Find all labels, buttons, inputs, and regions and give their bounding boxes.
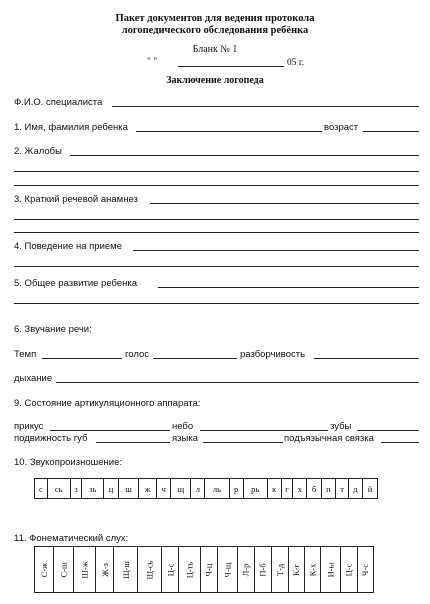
phonemic-pair-label: Л-р	[240, 563, 251, 576]
form-title-line1: Пакет документов для ведения протокола	[115, 13, 315, 24]
voice-label: голос	[125, 349, 150, 360]
date-quotes: " "	[147, 57, 158, 67]
sound-cell[interactable]: к	[267, 479, 281, 499]
bite-field[interactable]	[50, 430, 170, 431]
teeth-field[interactable]	[357, 430, 419, 431]
age-label: возраст	[324, 122, 359, 133]
phonemic-cell[interactable]	[254, 547, 272, 593]
development-label: 5. Общее развитие ребенка	[14, 278, 138, 289]
phonemic-pair-label: Ш-ж	[79, 560, 90, 579]
phonemic-cell[interactable]	[321, 547, 340, 593]
palate-label: небо	[172, 421, 194, 432]
phonemic-cell[interactable]	[340, 547, 357, 593]
sound-cell[interactable]: л	[191, 479, 205, 499]
sound-cell[interactable]: с	[35, 479, 48, 499]
sound-cell[interactable]: сь	[47, 479, 70, 499]
child-name-field[interactable]	[136, 131, 322, 132]
intelligibility-field[interactable]	[314, 358, 419, 359]
phonemic-pair-label: Ц-с	[343, 563, 354, 576]
palate-field[interactable]	[200, 430, 328, 431]
form-number: Бланк № 1	[192, 44, 238, 55]
phonemic-pair-label: Щ-сь	[144, 559, 155, 580]
teeth-label: зубы	[330, 421, 352, 432]
sound-cell[interactable]: д	[348, 479, 362, 499]
behavior-field[interactable]	[133, 250, 419, 251]
lips-field[interactable]	[96, 442, 170, 443]
anamnesis-line-3[interactable]	[14, 232, 419, 233]
phonemic-cell[interactable]	[272, 547, 288, 593]
complaints-field[interactable]	[70, 155, 419, 156]
phonemic-pair-label: Ч-щ	[222, 562, 233, 577]
breathing-field[interactable]	[56, 382, 419, 383]
intelligibility-label: разборчивость	[240, 349, 306, 360]
speech-sound-label: 6. Звучание речи:	[14, 324, 92, 335]
phonemic-pair-label: П-б	[257, 562, 268, 577]
anamnesis-line-2[interactable]	[14, 219, 419, 220]
phonemic-pair-label: Ц-с	[165, 563, 176, 576]
tempo-label: Темп	[14, 349, 37, 360]
date-year: 05 г.	[287, 58, 305, 68]
sound-cell[interactable]: ц	[104, 479, 119, 499]
form-title-line2: логопедического обследования ребёнка	[121, 25, 309, 36]
frenulum-label: подъязычная связка	[284, 433, 374, 444]
phonemic-pair-label: Т-д	[274, 563, 285, 576]
complaints-line-2[interactable]	[14, 171, 419, 172]
phonemic-pair-label: С-ш	[58, 561, 69, 578]
tempo-field[interactable]	[42, 358, 122, 359]
complaints-line-3[interactable]	[14, 185, 419, 186]
sound-cell[interactable]: г	[281, 479, 293, 499]
age-field[interactable]	[363, 131, 419, 132]
sound-cell[interactable]: щ	[171, 479, 191, 499]
phonemic-pair-label: И-ы	[325, 562, 336, 577]
sound-cell[interactable]: р	[229, 479, 243, 499]
sound-cell[interactable]: п	[321, 479, 336, 499]
sound-cell[interactable]: ч	[157, 479, 171, 499]
sound-cell[interactable]: ш	[118, 479, 138, 499]
frenulum-field[interactable]	[381, 442, 419, 443]
phonemic-pair-label: С-ж	[38, 562, 49, 577]
phonemic-cell[interactable]	[217, 547, 237, 593]
sound-cell[interactable]: ль	[205, 479, 229, 499]
phonemic-pair-label: К-г	[291, 563, 302, 576]
phonemic-cell[interactable]	[137, 547, 162, 593]
phonemic-cell[interactable]	[200, 547, 217, 593]
child-name-label: 1. Имя, фамилия ребенка	[14, 122, 128, 133]
phonemic-cell[interactable]	[96, 547, 114, 593]
specialist-label: Ф.И.О. специалиста	[14, 97, 103, 108]
sound-cell[interactable]: зь	[82, 479, 104, 499]
phonemic-cell[interactable]	[179, 547, 201, 593]
phonemic-cell[interactable]	[288, 547, 304, 593]
sound-cell[interactable]: х	[293, 479, 307, 499]
form-subtitle: Заключение логопеда	[166, 75, 264, 86]
lips-label: подвижность губ	[14, 433, 88, 444]
anamnesis-field[interactable]	[150, 203, 419, 204]
sound-table	[34, 478, 378, 499]
sound-cell[interactable]: з	[70, 479, 82, 499]
phonemic-cell[interactable]	[304, 547, 321, 593]
phonemic-pair-label: Ц-ть	[184, 561, 195, 578]
sound-cell[interactable]: б	[307, 479, 321, 499]
bite-label: прикус	[14, 421, 44, 432]
breathing-label: дыхание	[14, 373, 53, 384]
phonemic-cell[interactable]	[114, 547, 137, 593]
phonemic-cell[interactable]	[357, 547, 373, 593]
tongue-label: языка	[172, 433, 198, 444]
articulation-label: 9. Состояние артикуляционного аппарата:	[14, 398, 201, 409]
phonemic-table	[34, 546, 374, 593]
sound-cell[interactable]: ж	[139, 479, 157, 499]
phonemic-pair-label: Ч-ц	[203, 563, 214, 576]
tongue-field[interactable]	[203, 442, 283, 443]
development-field[interactable]	[158, 287, 419, 288]
anamnesis-label: 3. Краткий речевой анамнез	[14, 194, 138, 205]
sound-cell[interactable]: й	[363, 479, 378, 499]
phonemic-cell[interactable]	[35, 547, 54, 593]
specialist-field[interactable]	[112, 106, 419, 107]
phonemic-label: 11. Фонематический слух:	[14, 533, 129, 544]
sound-cell[interactable]: т	[336, 479, 349, 499]
phonemic-cell[interactable]	[53, 547, 73, 593]
phonemic-cell[interactable]	[162, 547, 179, 593]
phonemic-pair-label: К-х	[307, 563, 318, 576]
development-line-2[interactable]	[14, 303, 419, 304]
phonemic-cell[interactable]	[73, 547, 95, 593]
behavior-label: 4. Поведение на приеме	[14, 241, 122, 252]
behavior-line-2[interactable]	[14, 266, 419, 267]
sound-pron-label: 10. Звукопроизношение:	[14, 457, 123, 468]
voice-field[interactable]	[153, 358, 237, 359]
sound-cell[interactable]: рь	[243, 479, 267, 499]
complaints-label: 2. Жалобы	[14, 146, 62, 157]
phonemic-pair-label: Ж-з	[99, 562, 110, 577]
phonemic-pair-label: Щ-ш	[120, 560, 131, 579]
date-line[interactable]	[178, 66, 284, 67]
phonemic-pair-label: Ч-с	[360, 563, 371, 576]
phonemic-cell[interactable]	[237, 547, 254, 593]
